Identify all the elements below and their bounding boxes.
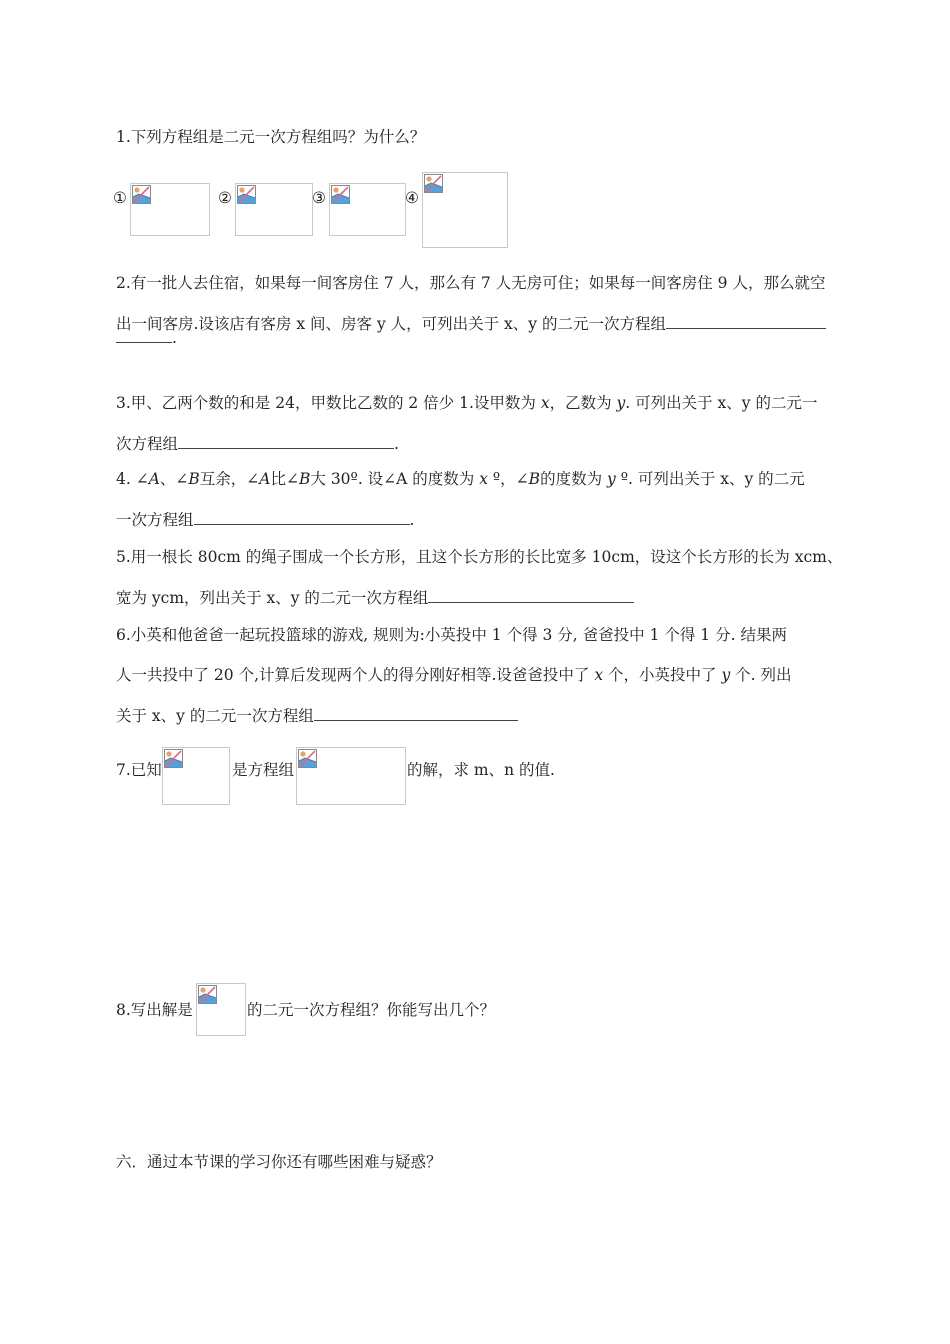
question-6-line-2 bbox=[116, 665, 792, 685]
text: 、∠ bbox=[159, 470, 189, 488]
text: º，∠ bbox=[487, 470, 529, 488]
text: ，乙数为 bbox=[549, 394, 617, 412]
question-2-line-3 bbox=[116, 328, 177, 348]
solution-image bbox=[162, 747, 230, 805]
answer-blank[interactable] bbox=[178, 434, 394, 449]
variable: B bbox=[528, 470, 541, 488]
question-4-line-2 bbox=[116, 510, 414, 530]
marker-1: ① bbox=[113, 189, 127, 207]
broken-image-icon bbox=[331, 185, 350, 204]
question-2-line-2 bbox=[116, 314, 826, 334]
question-3-line-1 bbox=[116, 393, 817, 413]
text: 个. 列出 bbox=[730, 666, 792, 684]
section-6-question: 六．通过本节课的学习你还有哪些困难与疑惑？ bbox=[116, 1153, 442, 1171]
question-7-part-3: 的解，求 m、n 的值. bbox=[407, 761, 555, 779]
variable-y: y bbox=[616, 394, 626, 412]
text: 4. ∠ bbox=[116, 470, 149, 488]
text: 宽为 ycm，列出关于 x、y 的二元一次方程组 bbox=[116, 589, 429, 607]
equation-image-3 bbox=[329, 183, 406, 236]
period: . bbox=[394, 435, 399, 453]
equation-image-1 bbox=[130, 183, 210, 236]
text: . 可列出关于 x、y 的二元一 bbox=[625, 394, 818, 412]
question-5-line-1: 5.用一根长 80cm 的绳子围成一个长方形，且这个长方形的长比宽多 10cm，设这个长方形的长为 xcm、 bbox=[116, 548, 843, 566]
variable-x: x bbox=[479, 470, 488, 488]
question-4-line-1 bbox=[116, 469, 805, 489]
variable-x: x bbox=[594, 666, 604, 684]
variable: B bbox=[299, 470, 311, 488]
text: 比∠ bbox=[270, 470, 299, 488]
question-8-part-2: 的二元一次方程组？你能写出几个？ bbox=[247, 1001, 496, 1019]
broken-image-icon bbox=[237, 185, 256, 204]
text: º. 可列出关于 x、y 的二元 bbox=[615, 470, 805, 488]
period: . bbox=[172, 329, 177, 347]
marker-4: ④ bbox=[405, 189, 419, 207]
question-8-part-1: 8.写出解是 bbox=[116, 1001, 193, 1019]
variable: A bbox=[148, 470, 160, 488]
answer-blank[interactable] bbox=[428, 588, 634, 603]
equation-image-4 bbox=[422, 172, 508, 248]
broken-image-icon bbox=[424, 174, 443, 193]
text: 次方程组 bbox=[116, 435, 179, 453]
question-7-part-2: 是方程组 bbox=[232, 761, 295, 779]
text: 大 30º. 设∠A 的度数为 bbox=[310, 470, 480, 488]
text: 的度数为 bbox=[540, 470, 607, 488]
variable: A bbox=[259, 470, 271, 488]
text: 互余，∠ bbox=[199, 470, 260, 488]
equation-system-image bbox=[296, 747, 406, 805]
marker-3: ③ bbox=[312, 189, 326, 207]
question-1 bbox=[116, 127, 425, 147]
text: 关于 x、y 的二元一次方程组 bbox=[116, 707, 314, 725]
answer-blank[interactable] bbox=[194, 510, 410, 525]
marker-2: ② bbox=[218, 189, 232, 207]
text: 个，小英投中了 bbox=[603, 666, 722, 684]
variable-y: y bbox=[721, 666, 731, 684]
variable-x: x bbox=[540, 394, 550, 412]
answer-blank[interactable] bbox=[666, 314, 826, 329]
period: . bbox=[409, 511, 415, 529]
answer-blank-continued[interactable] bbox=[116, 328, 172, 343]
solution-image bbox=[196, 983, 246, 1036]
equation-image-2 bbox=[235, 183, 313, 236]
question-1-text: 1.下列方程组是二元一次方程组吗？为什么？ bbox=[116, 128, 426, 146]
broken-image-icon bbox=[198, 985, 217, 1004]
question-5-line-2 bbox=[116, 588, 634, 608]
text: 人一共投中了 20 个,计算后发现两个人的得分刚好相等.设爸爸投中了 bbox=[116, 666, 595, 684]
question-7-part-1: 7.已知 bbox=[116, 761, 162, 779]
question-2-line-1: 2.有一批人去住宿，如果每一间客房住 7 人，那么有 7 人无房可住；如果每一间客房住 9 人，那么就空 bbox=[116, 274, 826, 292]
broken-image-icon bbox=[164, 749, 183, 768]
broken-image-icon bbox=[132, 185, 151, 204]
question-3-line-2 bbox=[116, 434, 399, 454]
variable-y: y bbox=[607, 470, 616, 488]
text: 一次方程组 bbox=[116, 511, 194, 529]
answer-blank[interactable] bbox=[314, 706, 518, 721]
question-2-line-2-text: 出一间客房.设该店有客房 x 间、房客 y 人，可列出关于 x、y 的二元一次方程组 bbox=[116, 315, 666, 333]
broken-image-icon bbox=[298, 749, 317, 768]
question-6-line-3 bbox=[116, 706, 518, 726]
question-6-line-1: 6.小英和他爸爸一起玩投篮球的游戏, 规则为:小英投中 1 个得 3 分, 爸爸投中 1 个得 1 分. 结果两 bbox=[116, 626, 787, 644]
text: 3.甲、乙两个数的和是 24，甲数比乙数的 2 倍少 1.设甲数为 bbox=[116, 394, 541, 412]
variable: B bbox=[188, 470, 200, 488]
